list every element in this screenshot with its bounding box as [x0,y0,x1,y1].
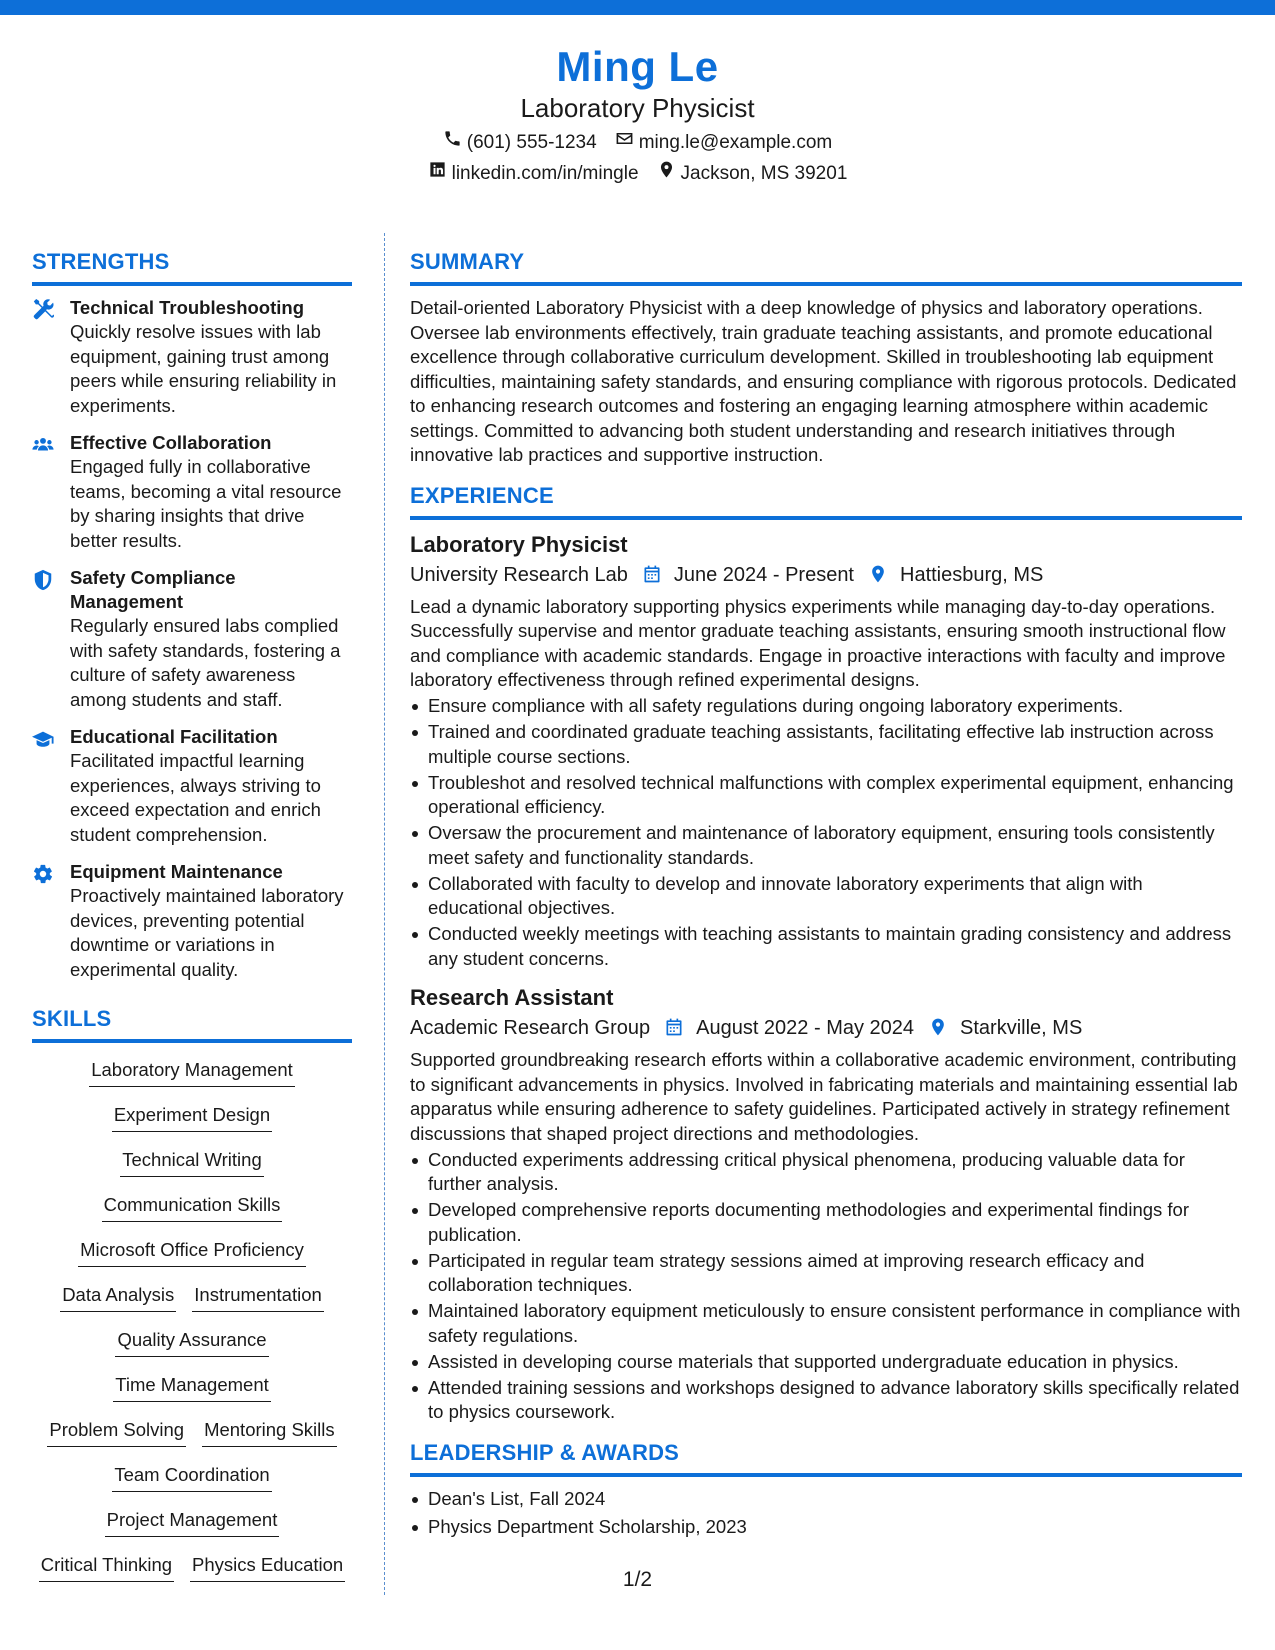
skill-tag: Critical Thinking [39,1552,174,1582]
bullet-item: Conducted experiments addressing critical physical phenomena, producing valuable data for further analysis. [410,1148,1242,1197]
phone-icon [443,128,462,158]
job-location: Starkville, MS [960,1017,1083,1039]
bullet-item: Oversaw the procurement and maintenance of laboratory equipment, ensuring tools consistently meet safety and functionality standards. [410,821,1242,870]
skill-tag: Laboratory Management [89,1057,295,1087]
bullet-item: Conducted weekly meetings with teaching assistants to maintain grading consistency and address any student concerns. [410,922,1242,971]
skill-row [112,1462,271,1507]
job-bullets [410,1148,1242,1425]
award-item: Dean's List, Fall 2024 [410,1487,1242,1512]
skill-tag: Team Coordination [112,1462,271,1492]
strength-desc: Facilitated impactful learning experiences, always striving to exceed expectation and enrich student comprehension. [70,750,321,845]
graduation-cap-icon [32,725,56,847]
skill-row [112,1102,272,1147]
strength-item [32,296,352,418]
strength-title: Technical Troubleshooting [70,297,305,318]
strength-desc: Quickly resolve issues with lab equipment, gaining trust among peers while ensuring reliability in experiments. [70,321,337,416]
job-meta [410,1013,1242,1043]
skill-row [102,1192,283,1237]
skill-row [120,1147,264,1192]
contact-row-1 [0,128,1275,158]
leadership-heading: LEADERSHIP & AWARDS [410,1439,1242,1477]
strength-desc: Engaged fully in collaborative teams, becoming a vital resource by sharing insights that drive better results. [70,456,342,551]
skill-tag: Problem Solving [47,1417,186,1447]
strength-item [32,431,352,553]
phone-contact [443,128,597,158]
envelope-icon [615,128,634,158]
skill-tag: Communication Skills [102,1192,283,1222]
email-text[interactable]: ming.le@example.com [638,132,833,153]
job-description: Lead a dynamic laboratory supporting physics experiments while managing day-to-day operations. Successfully supervise and mentor graduate teaching assistants, ensuring smooth instructional flow and compliance with academic standards. Engage in proactive interactions with faculty and improve laboratory effectiveness through refined experimental designs. [410,595,1226,690]
job-description: Supported groundbreaking research efforts within a collaborative academic environment, contributing to significant advancements in physics. Involved in fabricating materials and maintaining essential lab apparatus while ensuring adherence to safety guidelines. Participated actively in strategy refinement discussions that shaped project directions and methodologies. [410,1049,1238,1144]
job-title: Research Assistant [410,985,614,1010]
linkedin-contact[interactable] [428,159,639,189]
phone-text: (601) 555-1234 [466,132,597,153]
job-dates: June 2024 - Present [673,563,854,586]
calendar-icon [664,1017,686,1039]
strength-title: Equipment Maintenance [70,861,283,882]
linkedin-text[interactable]: linkedin.com/in/mingle [451,163,639,184]
skills-heading: SKILLS [32,1005,352,1043]
email-contact[interactable] [615,128,833,158]
bullet-item: Maintained laboratory equipment meticulously to ensure consistent performance in compliance with safety regulations. [410,1299,1242,1348]
skill-tag: Microsoft Office Proficiency [78,1237,306,1267]
skill-tag: Physics Education [190,1552,345,1582]
bullet-item: Participated in regular team strategy sessions aimed at improving research efficacy and collaboration techniques. [410,1249,1242,1298]
location-contact [657,159,848,189]
left-column [32,248,352,1597]
shield-icon [32,566,56,712]
candidate-name: Ming Le [556,43,719,90]
strength-item [32,860,352,982]
experience-heading: EXPERIENCE [410,482,1242,520]
candidate-title: Laboratory Physicist [520,93,755,123]
skill-tag: Data Analysis [60,1282,176,1312]
bullet-item: Trained and coordinated graduate teaching assistants, facilitating effective lab instruction across multiple course sections. [410,720,1242,769]
skill-tag: Time Management [113,1372,271,1402]
bullet-item: Collaborated with faculty to develop and innovate laboratory experiments that align with educational objectives. [410,872,1242,921]
skill-tag: Experiment Design [112,1102,272,1132]
job-dates: August 2022 - May 2024 [696,1017,915,1039]
right-column [410,248,1242,1540]
skill-row [60,1282,324,1327]
gear-icon [32,860,56,982]
job-entry [410,983,1242,1425]
job-bullets [410,694,1242,971]
top-accent-bar [0,0,1275,15]
resume-header [0,42,1275,189]
summary-heading: SUMMARY [410,248,1242,286]
linkedin-icon [428,159,447,189]
skill-row [78,1237,306,1282]
map-pin-icon [868,564,890,586]
calendar-icon [642,564,664,586]
skill-tag: Project Management [105,1507,280,1537]
page-number: 1/2 [622,1568,653,1591]
column-divider [384,233,385,1595]
map-pin-icon [657,159,676,189]
strength-desc: Proactively maintained laboratory devices, preventing potential downtime or variations in experimental quality. [70,885,344,980]
job-entry [410,530,1242,972]
skill-tag: Mentoring Skills [202,1417,337,1447]
strengths-heading: STRENGTHS [32,248,352,286]
contact-row-2 [0,159,1275,189]
skill-row [47,1417,336,1462]
bullet-item: Attended training sessions and workshops designed to advance laboratory skills specifically related to physics coursework. [410,1376,1242,1425]
skill-tag: Technical Writing [120,1147,264,1177]
bullet-item: Developed comprehensive reports documenting methodologies and experimental findings for publication. [410,1198,1242,1247]
skill-row [105,1507,280,1552]
bullet-item: Troubleshot and resolved technical malfunctions with complex experimental equipment, enhancing operational efficiency. [410,771,1242,820]
bullet-item: Assisted in developing course materials that supported undergraduate education in physics. [410,1350,1242,1375]
skill-tag: Instrumentation [192,1282,324,1312]
tools-icon [32,296,56,418]
job-meta [410,560,1242,590]
skill-row [113,1372,271,1417]
job-company: University Research Lab [410,563,628,586]
summary-text: Detail-oriented Laboratory Physicist with a deep knowledge of physics and laboratory operations. Oversee lab environments effectively, train graduate teaching assistants, and promote educational excellence through collaborative curriculum development. Skilled in troubleshooting lab equipment difficulties, maintaining safety standards, and ensuring compliance with rigorous protocols. Dedicated to enhancing research outcomes and fostering an engaging learning atmosphere within academic settings. Committed to advancing both student understanding and research initiatives through innovative lab practices and supportive instruction. [410,297,1237,465]
award-item: Physics Department Scholarship, 2023 [410,1515,1242,1540]
job-company: Academic Research Group [410,1017,651,1039]
skill-row [89,1057,295,1102]
skill-tag: Quality Assurance [115,1327,268,1357]
strength-item [32,725,352,847]
job-location: Hattiesburg, MS [900,563,1044,586]
awards-list [410,1487,1242,1540]
strength-title: Educational Facilitation [70,726,278,747]
strength-item [32,566,352,712]
strength-title: Effective Collaboration [70,432,272,453]
location-text: Jackson, MS 39201 [680,163,848,184]
bullet-item: Ensure compliance with all safety regulations during ongoing laboratory experiments. [410,694,1242,719]
job-title: Laboratory Physicist [410,531,628,557]
map-pin-icon [928,1017,950,1039]
users-icon [32,431,56,553]
skill-row [115,1327,268,1372]
strength-title: Safety Compliance Management [70,567,236,612]
skills-list [32,1057,352,1597]
strength-desc: Regularly ensured labs complied with safety standards, fostering a culture of safety awareness among students and staff. [70,615,341,710]
